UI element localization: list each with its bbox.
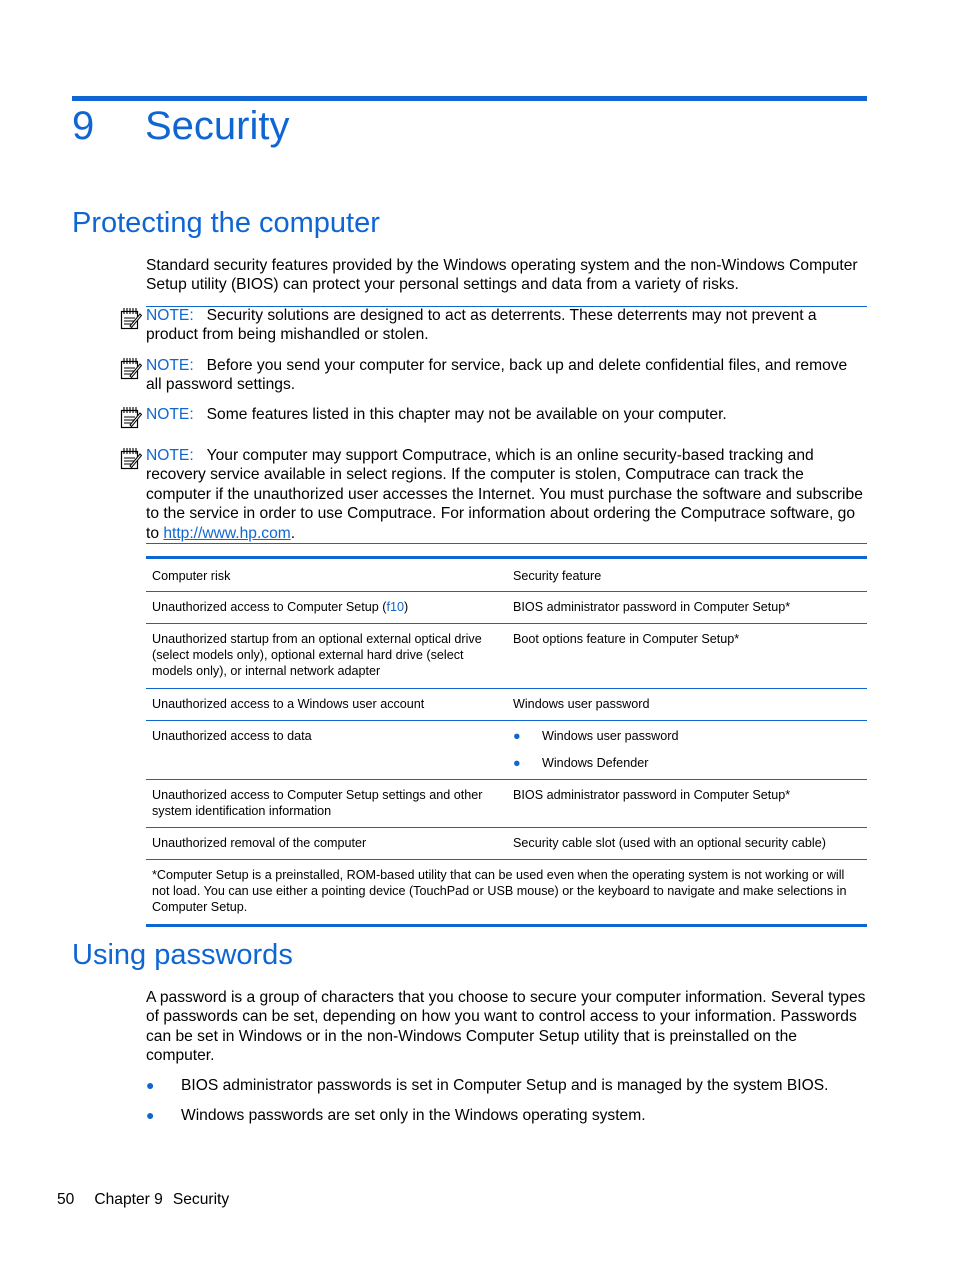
note-1 <box>120 306 866 345</box>
note-label: NOTE: <box>146 307 194 324</box>
feature-cell: Security cable slot (used with an optional security cable) <box>507 828 867 860</box>
table-footnote-row <box>146 860 867 926</box>
note-label: NOTE: <box>146 357 194 374</box>
table-row <box>146 780 867 828</box>
note-pad-icon <box>120 446 142 470</box>
table-row <box>146 592 867 624</box>
protecting-intro: Standard security features provided by the Windows operating system and the non-Windows Computer Setup utility (BIOS) can protect your personal settings and data from a variety of risks. <box>146 257 858 294</box>
table-row <box>146 624 867 689</box>
table-row <box>146 689 867 721</box>
footer-chapter-title: Security <box>172 1191 230 1208</box>
feature-cell <box>507 721 867 780</box>
note-3 <box>120 405 866 424</box>
bullet-dot-icon: ● <box>146 1107 155 1123</box>
risk-cell <box>146 592 507 624</box>
risk-text-end: ) <box>404 600 409 614</box>
feature-cell: Windows user password <box>507 689 867 721</box>
chapter-heading <box>72 102 290 150</box>
bullet-dot-icon: ● <box>513 756 521 770</box>
feature-cell: BIOS administrator password in Computer Setup* <box>507 780 867 828</box>
table-row <box>146 828 867 860</box>
risk-cell: Unauthorized removal of the computer <box>146 828 507 860</box>
table-header-row <box>146 558 867 592</box>
hp-website-link[interactable]: http://www.hp.com <box>163 524 291 542</box>
risk-cell: Unauthorized startup from an optional external optical drive (select models only), optional external hard drive (select models only), or internal network adapter <box>146 624 507 689</box>
column-header-computer-risk: Computer risk <box>146 558 507 592</box>
f10-key: f10 <box>386 600 405 614</box>
risk-cell: Unauthorized access to Computer Setup settings and other system identification information <box>146 780 507 828</box>
section-heading-protecting: Protecting the computer <box>72 207 380 239</box>
risk-text: Unauthorized access to Computer Setup ( <box>152 600 387 614</box>
bullet-text: Windows passwords are set only in the Windows operating system. <box>181 1107 646 1124</box>
list-item <box>513 755 861 771</box>
feature-item-text: Windows user password <box>542 729 679 743</box>
risk-cell: Unauthorized access to data <box>146 721 507 780</box>
feature-list <box>513 728 861 771</box>
passwords-intro: A password is a group of characters that you choose to secure your computer information. Several types of passwords can be set, depending on how you want to control access to your information. Passwords can be set in Windows or in the non-Windows Computer Setup utility that is preinstalled on the computer. <box>146 989 866 1065</box>
note-text: Your computer may support Computrace, which is an online security-based tracking and recovery service available in select regions. If the computer is stolen, Computrace can track the computer if the unauthorized user accesses the Internet. You must purchase the software and subscribe to the service in order to use Computrace. For information about ordering the Computrace software, go to <box>146 447 863 542</box>
list-item <box>513 728 861 744</box>
chapter-top-rule <box>72 96 867 101</box>
note-end-divider <box>146 543 867 544</box>
chapter-title: Security <box>145 104 290 148</box>
chapter-number: 9 <box>72 104 95 148</box>
section-heading-passwords: Using passwords <box>72 939 293 971</box>
note-label: NOTE: <box>146 406 194 423</box>
feature-cell: Boot options feature in Computer Setup* <box>507 624 867 689</box>
note-2 <box>120 356 866 395</box>
page-footer <box>57 1191 229 1209</box>
column-header-security-feature: Security feature <box>507 558 867 592</box>
note-text: Security solutions are designed to act as deterrents. These deterrents may not prevent a product from being mishandled or stolen. <box>146 307 817 344</box>
table-row <box>146 721 867 780</box>
note-4 <box>120 446 866 543</box>
note-pad-icon <box>120 356 142 380</box>
feature-item-text: Windows Defender <box>542 756 649 770</box>
security-risk-table <box>146 556 867 927</box>
list-item <box>146 1106 866 1125</box>
bullet-dot-icon: ● <box>513 729 521 743</box>
list-item <box>146 1076 866 1095</box>
page-number: 50 <box>57 1191 75 1208</box>
note-label: NOTE: <box>146 447 194 464</box>
bullet-dot-icon: ● <box>146 1077 155 1093</box>
note-text: Some features listed in this chapter may not be available on your computer. <box>206 406 727 423</box>
note-pad-icon <box>120 405 142 429</box>
feature-cell: BIOS administrator password in Computer Setup* <box>507 592 867 624</box>
bullet-text: BIOS administrator passwords is set in Computer Setup and is managed by the system BIOS. <box>181 1077 829 1094</box>
note-text: Before you send your computer for service, back up and delete confidential files, and remove all password settings. <box>146 357 848 394</box>
footer-chapter-label: Chapter 9 <box>94 1191 163 1208</box>
note-text-end: . <box>290 524 296 542</box>
risk-cell: Unauthorized access to a Windows user account <box>146 689 507 721</box>
note-pad-icon <box>120 306 142 330</box>
table-footnote: *Computer Setup is a preinstalled, ROM-based utility that can be used even when the operating system is not working or will not load. You can use either a pointing device (TouchPad or USB mouse) or the keyboard to navigate and make selections in Computer Setup. <box>152 868 847 914</box>
